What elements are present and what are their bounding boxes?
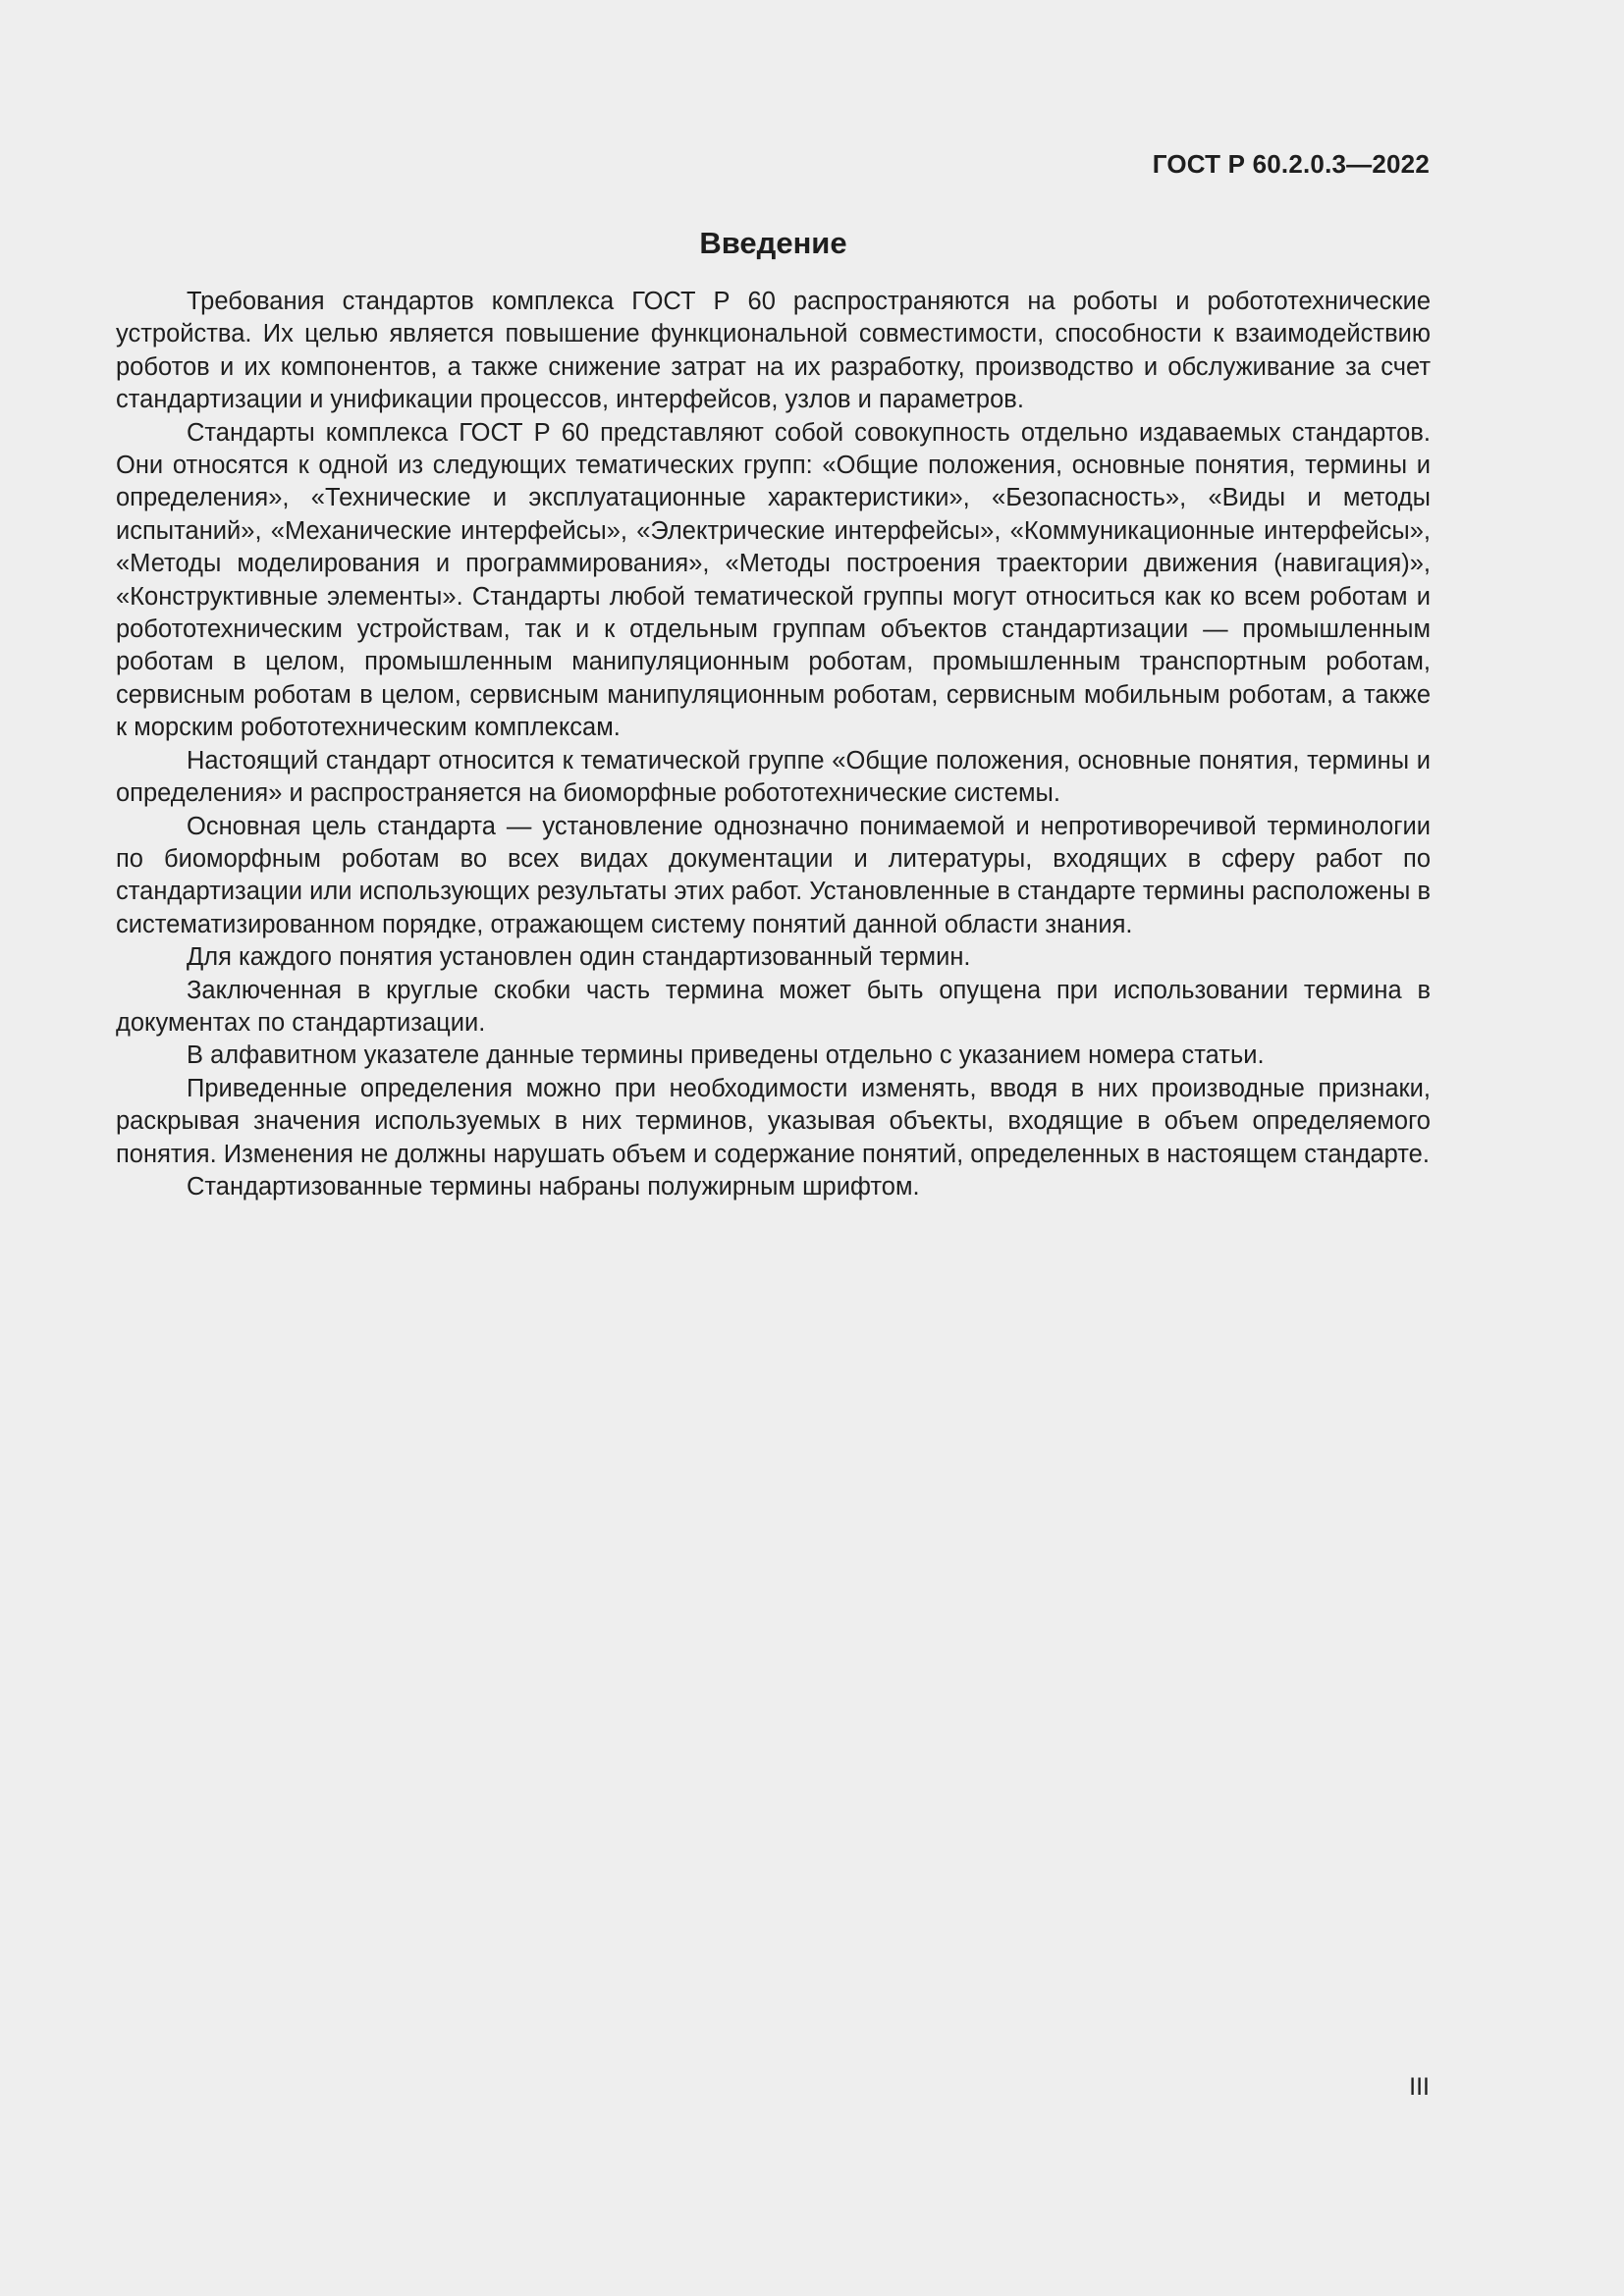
section-title: Введение <box>699 226 847 260</box>
paragraph: Стандартизованные термины набраны полужирным шрифтом. <box>187 1172 920 1201</box>
paragraph: Для каждого понятия установлен один стандартизованный термин. <box>187 943 971 972</box>
paragraph: Заключенная в круглые скобки часть термина может быть опущена при использовании термина в документах по стандартизации. <box>116 976 1431 1037</box>
paragraph: Приведенные определения можно при необходимости изменять, вводя в них производные признаки, раскрывая значения используемых в них терминов, указывая объекты, входящие в объем определяемого понятия. Изменения не должны нарушать объем и содержание понятий, определенных в настоящем стандарте. <box>116 1074 1431 1168</box>
paragraph: Основная цель стандарта — установление однозначно понимаемой и непротиворечивой терминологии по биоморфным роботам во всех видах документации и литературы, входящих в сферу работ по стандартизации или использующих результаты этих работ. Установленные в стандарте термины расположены в систематизированном порядке, отражающем систему понятий данной области знания. <box>116 812 1431 938</box>
page-number: III <box>1409 2073 1430 2101</box>
paragraph: Настоящий стандарт относится к тематической группе «Общие положения, основные понятия, термины и определения» и распространяется на биоморфные робототехнические системы. <box>116 746 1431 808</box>
section-body <box>116 286 1431 1203</box>
paragraph: В алфавитном указателе данные термины приведены отдельно с указанием номера статьи. <box>187 1041 1265 1070</box>
paragraph: Требования стандартов комплекса ГОСТ Р 60 распространяются на роботы и робототехнические устройства. Их целью является повышение функциональной совместимости, способности к взаимодействию роботов и их компонентов, а также снижение затрат на их разработку, производство и обслуживание за счет стандартизации и унификации процессов, интерфейсов, узлов и параметров. <box>116 288 1431 414</box>
paragraph: Стандарты комплекса ГОСТ Р 60 представляют собой совокупность отдельно издаваемых стандартов. Они относятся к одной из следующих тематических групп: «Общие положения, основные понятия, термины и определения», «Технические и эксплуатационные характеристики», «Безопасность», «Виды и методы испытаний», «Механические интерфейсы», «Электрические интерфейсы», «Коммуникационные интерфейсы», «Методы моделирования и программирования», «Методы построения траектории движения (навигация)», «Конструктивные элементы». Стандарты любой тематической группы могут относиться как ко всем роботам и робототехническим устройствам, так и к отдельным группам объектов стандартизации — промышленным роботам в целом, промышленным манипуляционным роботам, промышленным транспортным роботам, сервисным роботам в целом, сервисным манипуляционным роботам, сервисным мобильным роботам, а также к морским робототехническим комплексам. <box>116 418 1431 742</box>
document-code: ГОСТ Р 60.2.0.3—2022 <box>1152 149 1430 179</box>
